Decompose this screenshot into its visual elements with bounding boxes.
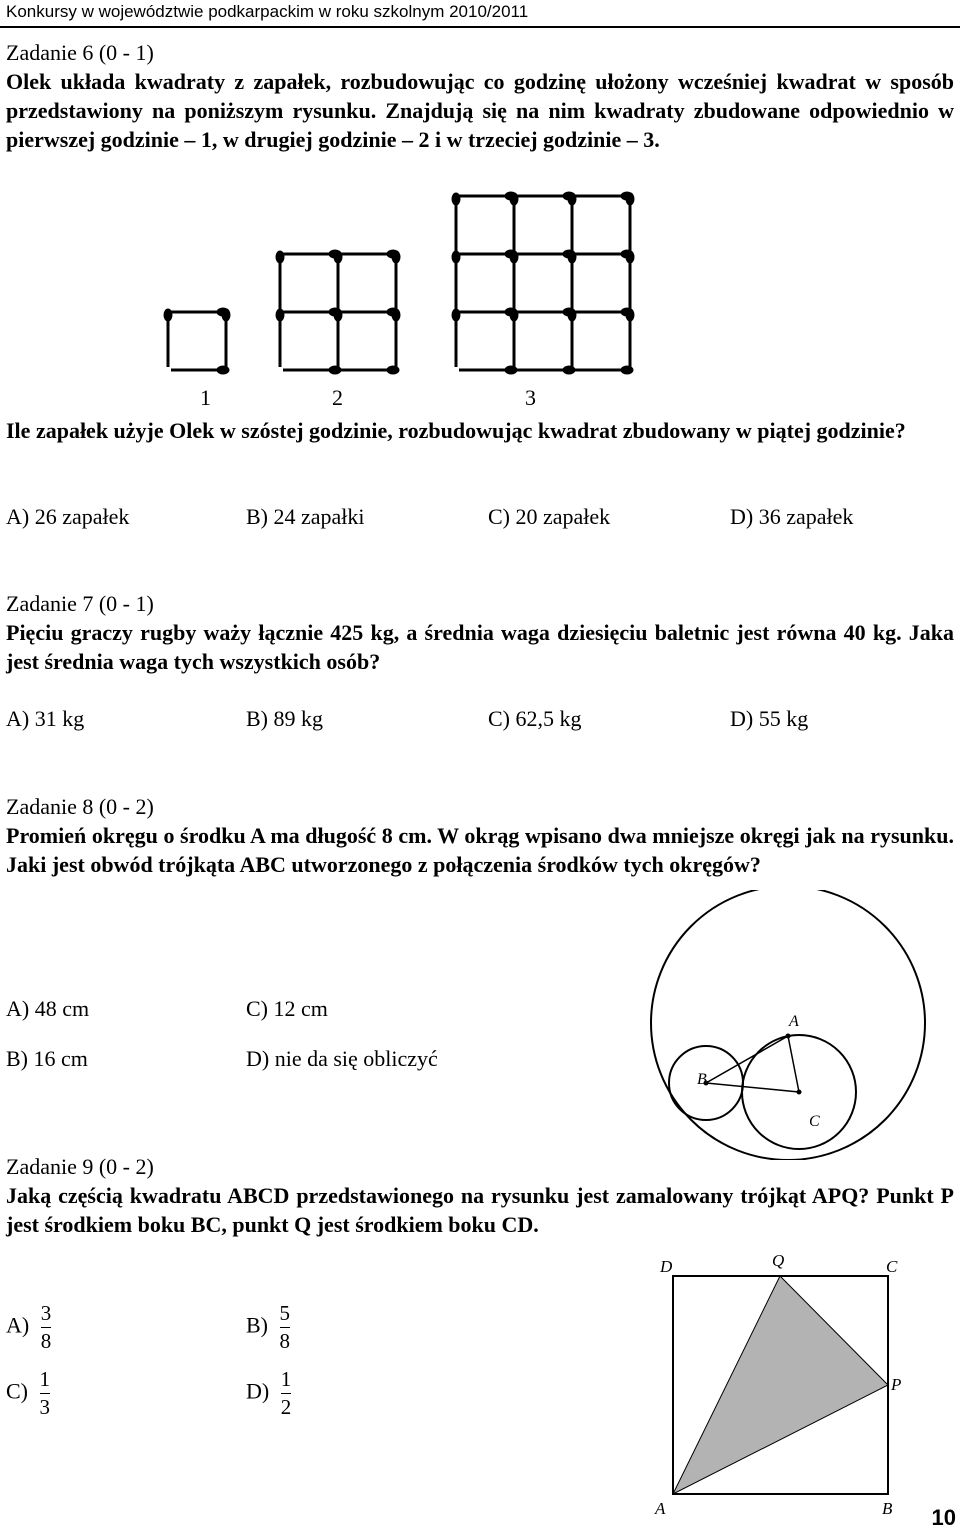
task9-answer-a	[6, 1300, 51, 1355]
task7-title: Zadanie 7 (0 - 1)	[6, 591, 154, 616]
label-b: B	[882, 1499, 893, 1518]
label-a: A	[655, 1499, 666, 1518]
task6-question: Ile zapałek użyje Olek w szóstej godzinie, rozbudowując kwadrat zbudowany w piątej godzinie?	[6, 418, 906, 443]
match-head	[568, 193, 576, 205]
match-head	[392, 251, 400, 263]
match-head	[329, 366, 341, 374]
large-circle	[651, 890, 925, 1160]
task7-answer-a: A) 31 kg	[6, 706, 85, 731]
label-p: P	[891, 1375, 902, 1394]
task6-answer-c: C) 20 zapałek	[488, 504, 611, 529]
triangle-apq	[673, 1276, 888, 1494]
task9-answer-b	[246, 1300, 290, 1355]
label-c: C	[809, 1113, 820, 1130]
task9-answer-d	[246, 1366, 291, 1421]
match-head	[276, 251, 284, 263]
match-head	[510, 251, 518, 263]
fraction-b: $\frac{5}{8}$	[279, 1301, 290, 1353]
match-head	[626, 251, 634, 263]
figure-label-1: 1	[200, 385, 211, 410]
task6-intro: Olek układa kwadraty z zapałek, rozbudowując co godzinę ułożony wcześniej kwadrat w sposób przedstawiony na poniższym rysunku. Znajdują się na nim kwadraty zbudowane odpowiednio w pierwszej godzinie – 1, w drugiej godzinie – 2 i w trzeciej godzinie – 3.	[6, 69, 954, 152]
task8-answer-d: D) nie da się obliczyć	[246, 1046, 438, 1071]
task8-question: Promień okręgu o środku A ma długość 8 cm. W okrąg wpisano dwa mniejsze okręgi jak na rysunku. Jaki jest obwód trójkąta ABC utworzonego z połączenia środków tych okręgów?	[6, 823, 954, 877]
page-number: 10	[931, 1505, 956, 1530]
task6-title: Zadanie 6 (0 - 1)	[6, 40, 154, 65]
label-b: B	[697, 1071, 707, 1088]
match-head	[387, 366, 399, 374]
triangle-abc	[706, 1036, 799, 1092]
task9-answer-c	[6, 1366, 50, 1421]
label-q: Q	[772, 1251, 785, 1270]
figure-label-2: 2	[332, 385, 343, 410]
fraction-a: $\frac{3}{8}$	[40, 1301, 52, 1353]
point-a	[786, 1034, 791, 1039]
task6-answer-b: B) 24 zapałki	[246, 504, 365, 529]
answer-letter: D)	[246, 1378, 270, 1404]
task7-answer-d: D) 55 kg	[730, 706, 809, 731]
label-d: D	[660, 1257, 673, 1276]
label-c: C	[886, 1257, 898, 1276]
match-head	[621, 366, 633, 374]
task7-question: Pięciu graczy rugby waży łącznie 425 kg, a średnia waga dziesięciu baletnic jest równa 40 kg. Jaka jest średnia waga tych wszystkich osób?	[6, 620, 954, 674]
task8-title: Zadanie 8 (0 - 2)	[6, 794, 154, 819]
match-head	[222, 309, 230, 321]
match-head	[217, 366, 229, 374]
match-head	[626, 309, 634, 321]
match-head	[276, 309, 284, 321]
match-head	[563, 366, 575, 374]
task8-answer-b: B) 16 cm	[6, 1046, 88, 1071]
task8-answer-c: C) 12 cm	[246, 996, 328, 1021]
point-c	[797, 1090, 802, 1095]
task9-question: Jaką częścią kwadratu ABCD przedstawionego na rysunku jest zamalowany trójkąt APQ? Punkt P jest środkiem boku BC, punkt Q jest środkiem boku CD.	[6, 1183, 954, 1237]
label-a: A	[789, 1013, 799, 1030]
match-head	[392, 309, 400, 321]
answer-letter: B)	[246, 1312, 268, 1338]
task6-answer-d: D) 36 zapałek	[730, 504, 854, 529]
task8-answer-a: A) 48 cm	[6, 996, 90, 1021]
square-figure	[650, 1250, 915, 1520]
task6-answer-a: A) 26 zapałek	[6, 504, 130, 529]
match-head	[568, 251, 576, 263]
match-head	[452, 193, 460, 205]
matchstick-figure	[150, 185, 650, 420]
answer-letter: C)	[6, 1378, 28, 1404]
match-head	[510, 193, 518, 205]
figure-label-3: 3	[525, 385, 536, 410]
fraction-c: $\frac{1}{3}$	[39, 1367, 50, 1419]
match-head	[334, 309, 342, 321]
task7-answer-c: C) 62,5 kg	[488, 706, 582, 731]
match-head	[505, 366, 517, 374]
match-head	[626, 193, 634, 205]
match-head	[568, 309, 576, 321]
match-head	[334, 251, 342, 263]
circles-figure	[645, 890, 935, 1160]
match-head	[452, 251, 460, 263]
answer-letter: A)	[6, 1312, 30, 1338]
match-head	[510, 309, 518, 321]
match-head	[452, 309, 460, 321]
page-header: Konkursy w województwie podkarpackim w roku szkolnym 2010/2011	[0, 0, 960, 28]
fraction-d: $\frac{1}{2}$	[280, 1367, 292, 1419]
match-head	[164, 309, 172, 321]
task9-title: Zadanie 9 (0 - 2)	[6, 1154, 154, 1179]
task7-answer-b: B) 89 kg	[246, 706, 323, 731]
